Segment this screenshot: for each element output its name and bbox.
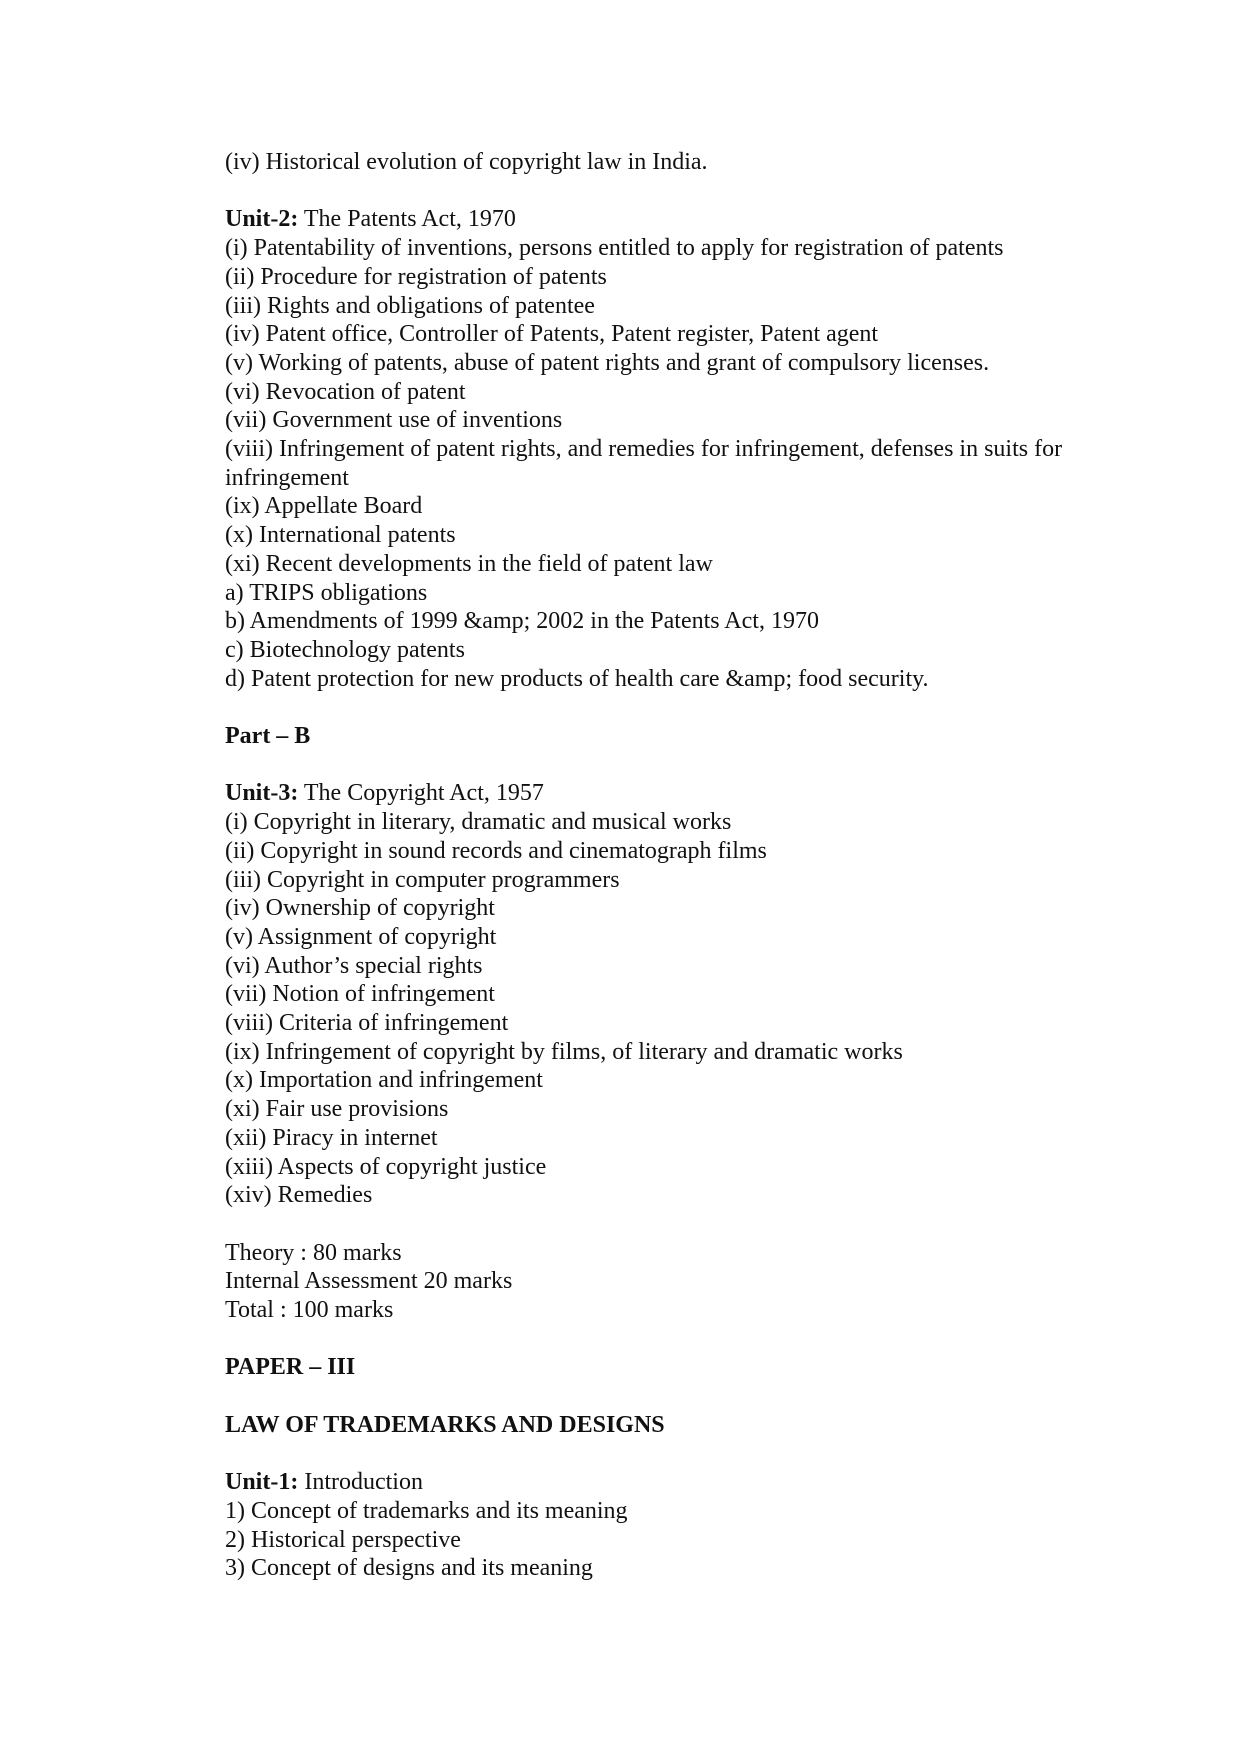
list-item: c) Biotechnology patents — [225, 636, 465, 663]
spacer — [225, 1325, 1125, 1354]
list-item: (i) Patentability of inventions, persons entitled to apply for registration of patents — [225, 235, 1004, 262]
unit3-list — [225, 808, 1125, 1210]
list-item: (iii) Copyright in computer programmers — [225, 866, 620, 893]
intro-line: (iv) Historical evolution of copyright law in India. — [225, 149, 708, 175]
spacer — [225, 751, 1125, 780]
list-item: (iv) Ownership of copyright — [225, 895, 495, 922]
spacer — [225, 177, 1125, 206]
list-item: (ii) Copyright in sound records and cinematograph films — [225, 837, 767, 864]
list-item: (viii) Criteria of infringement — [225, 1010, 509, 1037]
unit1-heading — [225, 1468, 1125, 1497]
list-item: (vi) Revocation of patent — [225, 378, 466, 405]
list-item: (ix) Infringement of copyright by films, of literary and dramatic works — [225, 1038, 903, 1065]
list-item: (xii) Piracy in internet — [225, 1124, 438, 1151]
list-item: (v) Assignment of copyright — [225, 923, 497, 950]
unit3-label: Unit-3: — [225, 780, 299, 807]
list-item: d) Patent protection for new products of health care &amp; food security. — [225, 665, 929, 692]
list-item: a) TRIPS obligations — [225, 579, 428, 606]
unit1-list — [225, 1497, 1125, 1583]
unit3-heading — [225, 779, 1125, 808]
unit1-title: Introduction — [298, 1469, 423, 1496]
paper-heading: PAPER – III — [225, 1354, 356, 1381]
list-item: (x) International patents — [225, 522, 456, 549]
list-item: (xiv) Remedies — [225, 1182, 373, 1209]
list-item: (i) Copyright in literary, dramatic and musical works — [225, 809, 732, 836]
list-item: (iii) Rights and obligations of patentee — [225, 292, 595, 319]
spacer — [225, 1382, 1125, 1411]
unit2-label: Unit-2: — [225, 206, 299, 233]
spacer — [225, 1440, 1125, 1469]
list-item: b) Amendments of 1999 &amp; 2002 in the Patents Act, 1970 — [225, 608, 819, 635]
spacer — [225, 1210, 1125, 1239]
unit3-title: The Copyright Act, 1957 — [298, 780, 544, 807]
list-item: 3) Concept of designs and its meaning — [225, 1555, 593, 1582]
list-item: 2) Historical perspective — [225, 1526, 461, 1553]
list-item: (vii) Notion of infringement — [225, 981, 495, 1008]
internal-assessment-marks: Internal Assessment 20 marks — [225, 1268, 513, 1295]
list-item: (x) Importation and infringement — [225, 1067, 543, 1094]
paper-title: LAW OF TRADEMARKS AND DESIGNS — [225, 1411, 665, 1438]
unit2-heading — [225, 205, 1125, 234]
list-item: (vii) Government use of inventions — [225, 407, 563, 434]
list-item: (v) Working of patents, abuse of patent rights and grant of compulsory licenses. — [225, 349, 990, 376]
list-item: (ii) Procedure for registration of patents — [225, 263, 607, 290]
list-item: (xi) Recent developments in the field of patent law — [225, 550, 713, 577]
marks-block — [225, 1239, 1125, 1325]
unit2-title: The Patents Act, 1970 — [298, 206, 516, 233]
list-item: (viii) Infringement of patent rights, and remedies for infringement, defenses in suits for infringement — [225, 436, 1063, 491]
total-marks: Total : 100 marks — [225, 1297, 394, 1324]
list-item: (vi) Author’s special rights — [225, 952, 483, 979]
list-item: 1) Concept of trademarks and its meaning — [225, 1497, 628, 1524]
unit2-list — [225, 234, 1125, 693]
spacer — [225, 693, 1125, 722]
part-b-heading: Part – B — [225, 723, 311, 750]
list-item: (ix) Appellate Board — [225, 493, 423, 520]
list-item: (xi) Fair use provisions — [225, 1096, 449, 1123]
unit1-label: Unit-1: — [225, 1469, 299, 1496]
document-page — [225, 148, 1125, 1583]
list-item: (xiii) Aspects of copyright justice — [225, 1153, 547, 1180]
theory-marks: Theory : 80 marks — [225, 1239, 402, 1266]
list-item: (iv) Patent office, Controller of Patents, Patent register, Patent agent — [225, 321, 879, 348]
